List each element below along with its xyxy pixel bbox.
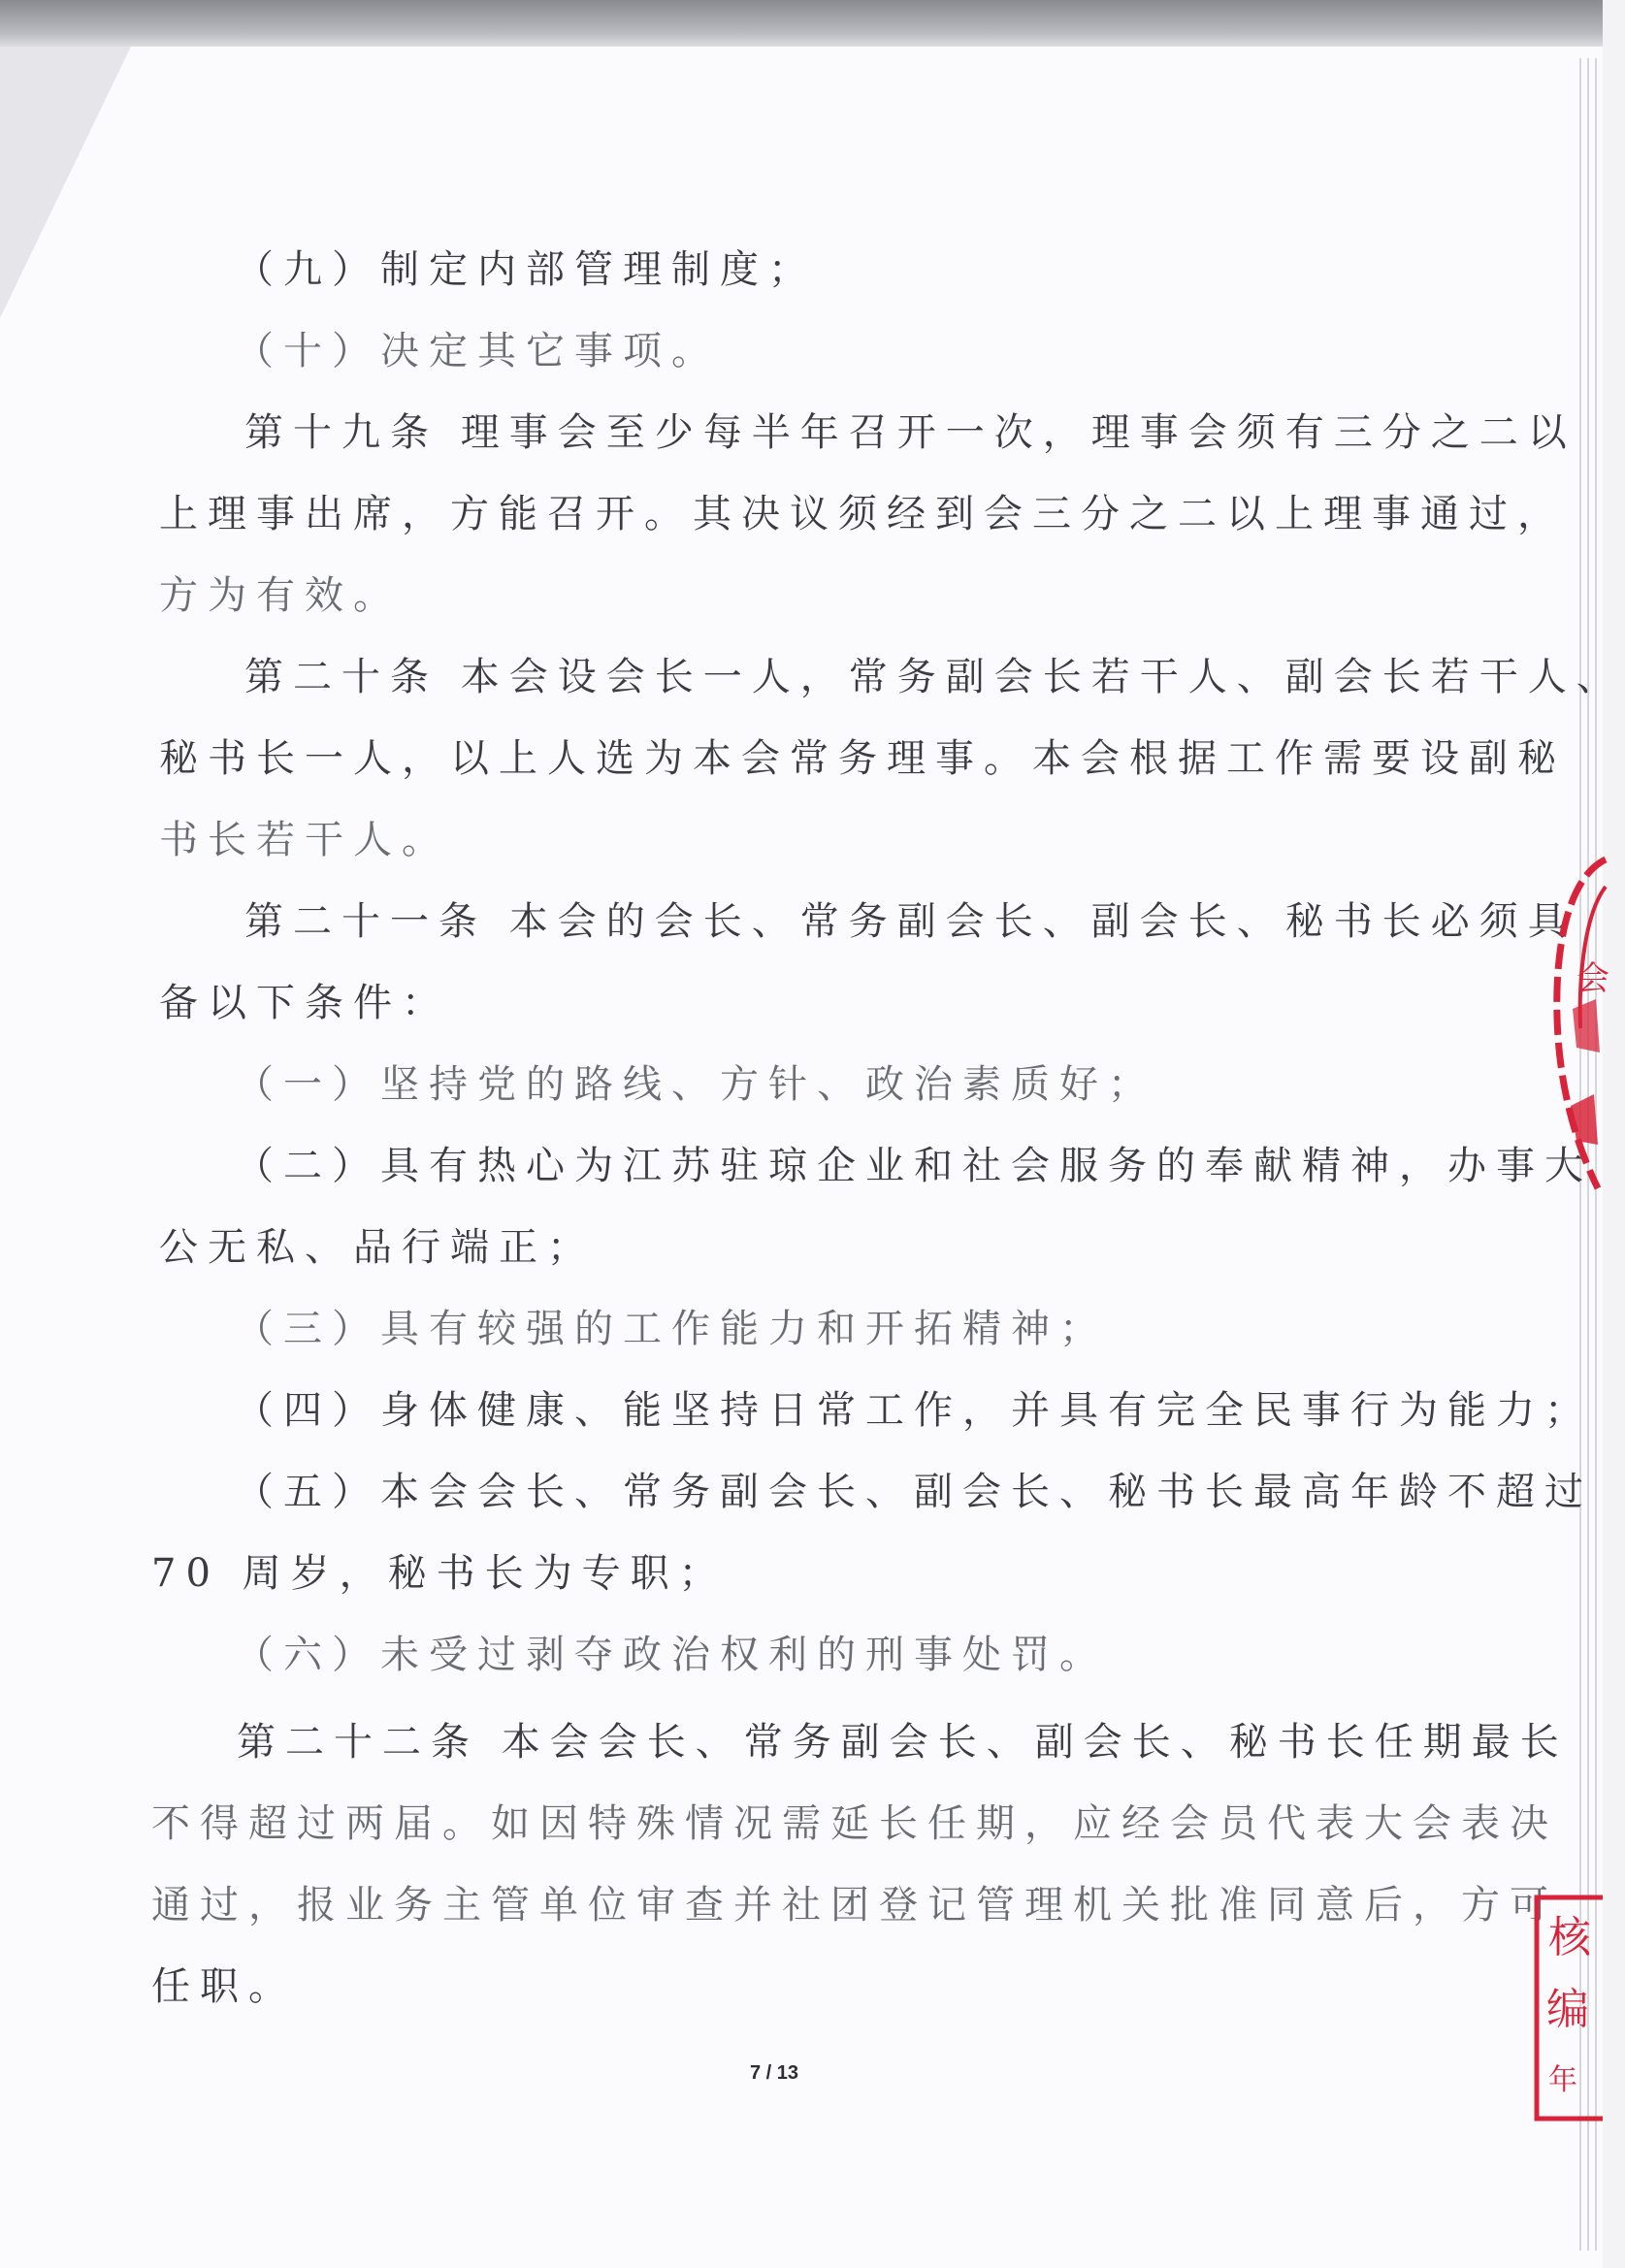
clause-item: （五）本会会长、常务副会长、副会长、秘书长最高年龄不超过	[235, 1470, 1593, 1514]
clause-item: 公无私、品行端正；	[159, 1225, 596, 1270]
seal-character: 核	[1548, 1913, 1591, 1962]
article-paragraph: 上理事出席，方能召开。其决议须经到会三分之二以上理事通过，	[159, 492, 1566, 536]
article-paragraph: 第二十二条 本会会长、常务副会长、副会长、秘书长任期最长	[237, 1720, 1569, 1765]
clause-item: （九）制定内部管理制度；	[235, 247, 817, 292]
article-paragraph: 第十九条 理事会至少每半年召开一次，理事会须有三分之二以	[244, 410, 1576, 455]
seal-character: 编	[1546, 1985, 1589, 2034]
article-paragraph: 书长若干人。	[159, 818, 450, 862]
clause-item: （六）未受过剥夺政治权利的刑事处罚。	[235, 1633, 1108, 1677]
red-approval-stamp	[1531, 1892, 1603, 2124]
red-seal-stamp	[1538, 854, 1609, 1203]
article-paragraph: 方为有效。	[159, 573, 402, 618]
clause-item: （四）身体健康、能坚持日常工作，并具有完全民事行为能力；	[235, 1388, 1593, 1433]
article-paragraph: 通过，报业务主管单位审查并社团登记管理机关批准同意后，方可	[151, 1883, 1558, 1928]
clause-item: （二）具有热心为江苏驻琼企业和社会服务的奉献精神，办事大	[235, 1144, 1593, 1188]
seal-character: 会	[1576, 959, 1609, 998]
page-number: 7 / 13	[749, 2062, 799, 2084]
article-paragraph: 任职。	[151, 1964, 297, 2009]
article-paragraph: 第二十条 本会设会长一人，常务副会长若干人、副会长若干人、	[244, 655, 1625, 699]
clause-item: （一）坚持党的路线、方针、政治素质好；	[235, 1062, 1156, 1107]
clause-item: （十）决定其它事项。	[235, 329, 720, 373]
seal-character: 年	[1548, 2063, 1577, 2097]
clause-item: 70 周岁，秘书长为专职；	[151, 1551, 728, 1596]
clause-item: （三）具有较强的工作能力和开拓精神；	[235, 1307, 1108, 1351]
article-paragraph: 第二十一条 本会的会长、常务副会长、副会长、秘书长必须具	[244, 899, 1576, 944]
article-paragraph: 不得超过两届。如因特殊情况需延长任期，应经会员代表大会表决	[151, 1801, 1558, 1846]
article-paragraph: 秘书长一人，以上人选为本会常务理事。本会根据工作需要设副秘	[159, 736, 1566, 781]
article-paragraph: 备以下条件：	[159, 981, 450, 1025]
